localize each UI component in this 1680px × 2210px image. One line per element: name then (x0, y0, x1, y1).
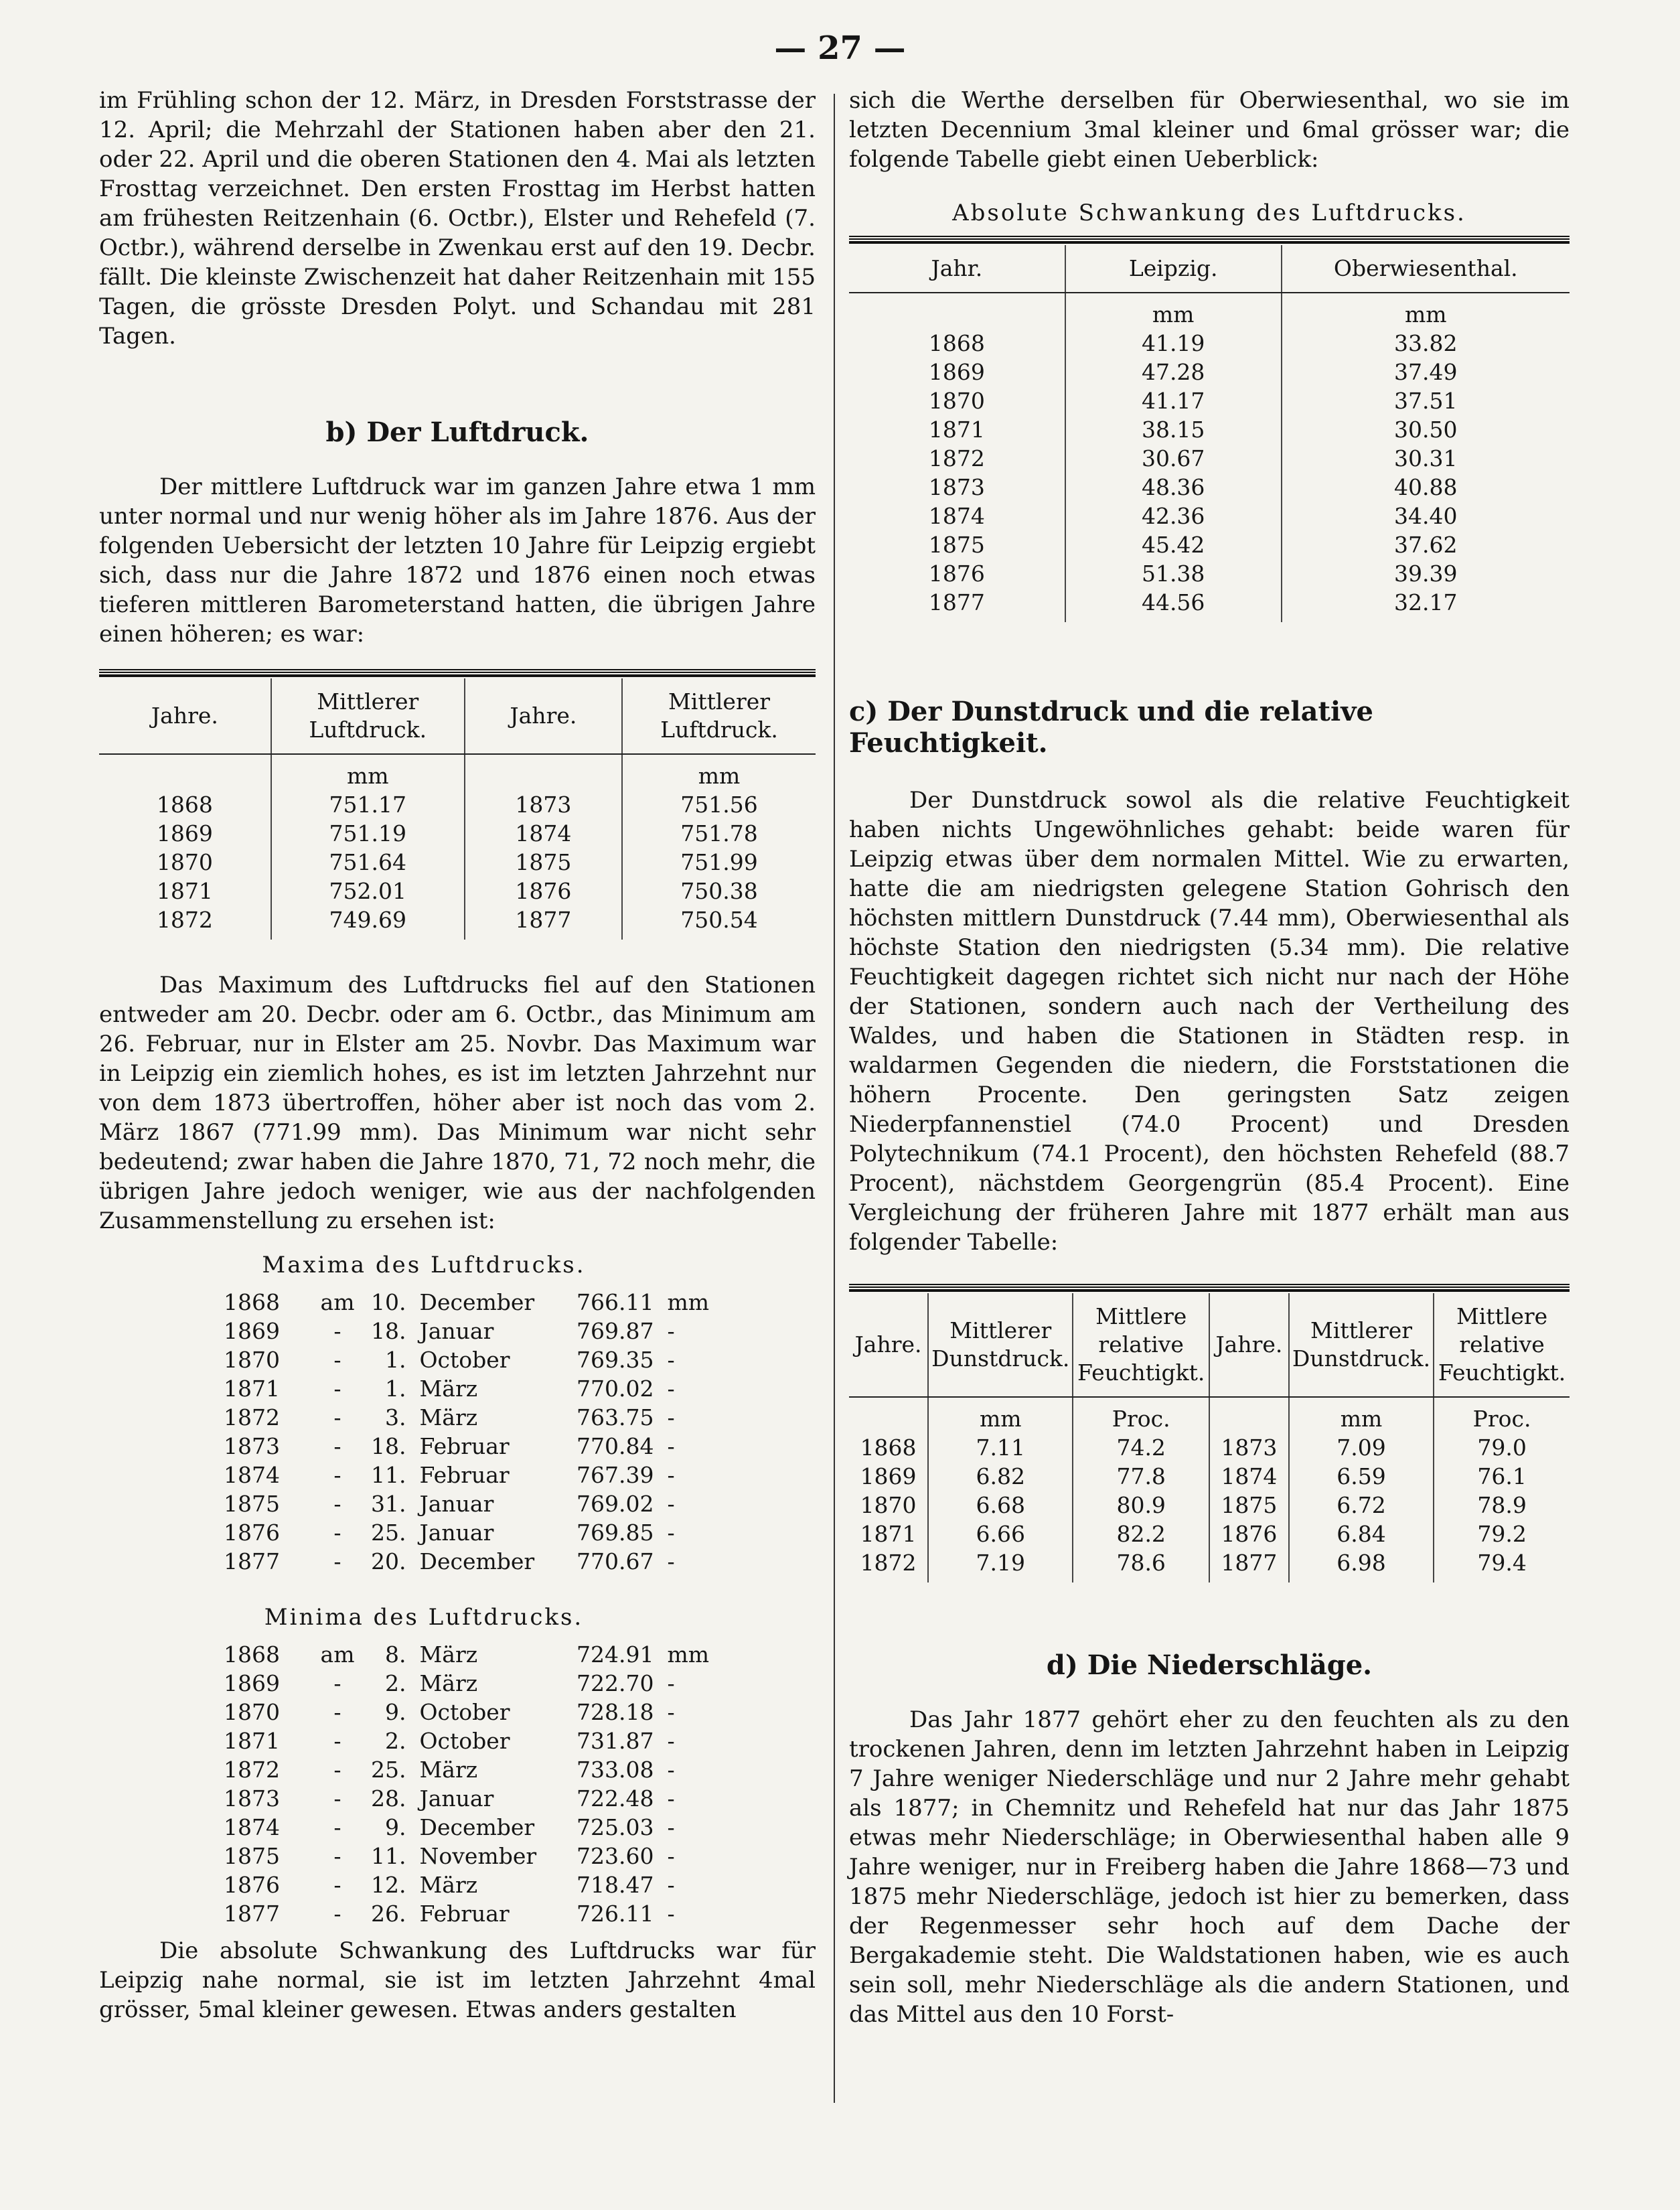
list-cell: - (667, 1872, 675, 1898)
unit-row (849, 293, 1570, 329)
list-cell: 766.11 (577, 1289, 654, 1315)
list-cell: - (333, 1785, 341, 1812)
table-cell: 74.2 (1073, 1433, 1209, 1462)
list-cell: 9. (384, 1699, 406, 1725)
list-cell: 1874 (224, 1814, 280, 1840)
paragraph-luftdruck: Der mittlere Luftdruck war im ganzen Jahre etwa 1 mm unter normal und nur wenig höher als im Jahre 1876. Aus der folgenden Uebersicht der letzten 10 Jahre für Leipzig ergiebt sich, dass nur die Jahre 1872 und 1876 einen noch etwas tieferen mittleren Barometerstand hatten, die übrigen Jahre einen höheren; es war: (99, 473, 816, 648)
table-cell: 1875 (465, 848, 622, 877)
list-cell: - (333, 1548, 341, 1574)
table-row (849, 444, 1570, 473)
list-cell: 1869 (224, 1670, 280, 1696)
list-cell: - (667, 1462, 675, 1488)
list-item (217, 1489, 720, 1518)
table-row (849, 386, 1570, 415)
unit-cell (849, 293, 1065, 329)
table-cell: 30.31 (1282, 444, 1570, 473)
schwankung-caption: Absolute Schwankung des Luftdrucks. (952, 200, 1466, 226)
list-item (217, 1784, 720, 1813)
list-cell: - (333, 1699, 341, 1725)
table-cell: 32.17 (1282, 588, 1570, 622)
list-item (217, 1403, 720, 1432)
table-cell: 34.40 (1282, 502, 1570, 530)
header-jahre: Jahre. (1209, 1293, 1289, 1397)
list-cell: 1870 (224, 1699, 280, 1725)
table-cell: 1871 (860, 1521, 917, 1547)
table-cell: 1870 (156, 849, 213, 875)
list-cell: - (667, 1901, 675, 1927)
list-cell: März (419, 1641, 478, 1668)
left-column (99, 86, 816, 2024)
table-cell: 1872 (860, 1550, 917, 1576)
table-row (849, 588, 1570, 622)
list-cell: am (320, 1641, 355, 1668)
list-cell: 724.91 (577, 1641, 654, 1668)
unit-cell (849, 1397, 928, 1433)
table-cell: 1874 (928, 503, 985, 529)
list-cell: - (333, 1814, 341, 1840)
table-row (849, 1433, 1570, 1462)
paragraph-oberwiesenthal: sich die Werthe derselben für Oberwiesenthal, wo sie im letzten Decennium 3mal kleiner und 6mal grösser war; die folgende Tabelle giebt einen Ueberblick: (849, 87, 1570, 173)
heading-dunstdruck: c) Der Dunstdruck und die relative Feuchtigkeit. (849, 696, 1373, 759)
table-absolute-fluctuation-frame (849, 236, 1570, 622)
list-cell: 28. (371, 1785, 406, 1812)
header-dunstdruck: Mittlerer Dunstdruck. (1289, 1293, 1434, 1397)
list-item (217, 1547, 720, 1576)
list-cell: 1868 (224, 1641, 280, 1668)
list-cell: 769.87 (577, 1318, 654, 1344)
table-cell: 6.68 (928, 1491, 1073, 1520)
list-cell: 11. (371, 1462, 406, 1488)
table-mean-pressure-frame (99, 669, 816, 940)
list-cell: 770.67 (577, 1548, 654, 1574)
table-row (849, 559, 1570, 588)
table-row (849, 415, 1570, 444)
list-cell: - (333, 1670, 341, 1696)
list-cell: Januar (419, 1520, 494, 1546)
table-cell: 1875 (1209, 1491, 1289, 1520)
list-cell: 2. (384, 1728, 406, 1754)
header-oberwiesenthal: Oberwiesenthal. (1282, 245, 1570, 293)
table-row (849, 1520, 1570, 1548)
list-cell: 9. (384, 1814, 406, 1840)
table-cell: 1876 (928, 561, 985, 587)
table-cell: 1877 (465, 905, 622, 940)
table-cell: 1871 (156, 878, 213, 904)
header-dunstdruck: Mittlerer Dunstdruck. (928, 1293, 1073, 1397)
list-cell: October (419, 1347, 510, 1373)
list-cell: Februar (419, 1462, 510, 1488)
paragraph-max-min: Das Maximum des Luftdrucks fiel auf den Stationen entweder am 20. Decbr. oder am 6. Octbr., das Minimum am 26. Februar, nur in Elster am 25. Novbr. Das Maximum war in Leipzig ein ziemlich hohes, es ist im letzten Jahrzehnt nur von dem 1873 übertroffen, höher aber ist noch das vom 2. März 1867 (771.99 mm). Das Minimum war nicht sehr bedeutend; zwar haben die Jahre 1870, 71, 72 noch mehr, die übrigen Jahre jedoch weniger, wie aus der nachfolgenden Zusammenstellung zu ersehen ist: (99, 972, 816, 1234)
table-row (849, 329, 1570, 358)
list-cell: März (419, 1757, 478, 1783)
list-cell: 25. (371, 1520, 406, 1546)
table-mean-pressure (99, 678, 816, 940)
table-cell: 37.62 (1282, 530, 1570, 559)
table-row (849, 1462, 1570, 1491)
list-cell: Januar (419, 1785, 494, 1812)
table-row (849, 530, 1570, 559)
list-cell: 26. (371, 1901, 406, 1927)
table-row (849, 502, 1570, 530)
list-cell: - (333, 1757, 341, 1783)
unit-cell: mm (1289, 1397, 1434, 1433)
table-cell: 6.66 (928, 1520, 1073, 1548)
table-cell: 6.84 (1289, 1520, 1434, 1548)
table-cell: 79.2 (1434, 1520, 1570, 1548)
unit-cell: mm (271, 754, 465, 790)
table-cell: 752.01 (271, 877, 465, 905)
heading-niederschlaege: d) Die Niederschläge. (1046, 1649, 1373, 1681)
list-item (217, 1317, 720, 1345)
table-row (99, 905, 816, 940)
table-cell: 44.56 (1065, 588, 1282, 622)
unit-cell: Proc. (1434, 1397, 1570, 1433)
list-cell: - (667, 1376, 675, 1402)
list-cell: 770.02 (577, 1376, 654, 1402)
table-row (99, 790, 816, 819)
list-cell: 1875 (224, 1843, 280, 1869)
table-cell: 7.11 (928, 1433, 1073, 1462)
list-cell: - (667, 1843, 675, 1869)
table-cell: 751.17 (271, 790, 465, 819)
list-cell: 1877 (224, 1901, 280, 1927)
table-cell: 6.98 (1289, 1548, 1434, 1582)
table-cell: 30.50 (1282, 415, 1570, 444)
paragraph-niederschlaege: Das Jahr 1877 gehört eher zu den feuchten als zu den trockenen Jahren, denn im letzten Jahrzehnt haben in Leipzig 7 Jahre weniger Niederschläge und nur 2 Jahre mehr gehabt als 1877; in Chemnitz und Rehefeld hat nur das Jahr 1875 etwas mehr Niederschläge; in Oberwiesenthal haben alle 9 Jahre weniger, nur in Freiberg haben die Jahre 1868—73 und 1875 mehr Niederschläge, jedoch ist hier zu bemerken, dass der Regenmesser sehr hoch auf dem Dache der Bergakademie steht. Die Waldstationen haben, wie es auch sein soll, mehr Niederschläge als die andern Stationen, und das Mittel aus den 10 Forst- (849, 1706, 1570, 2028)
table-cell: 45.42 (1065, 530, 1282, 559)
list-cell: 1876 (224, 1872, 280, 1898)
paragraph-frost: im Frühling schon der 12. März, in Dresden Forststrasse der 12. April; die Mehrzahl der Stationen haben aber den 21. oder 22. April und die oberen Stationen den 4. Mai als letzten Frosttag verzeichnet. Den ersten Frosttag im Herbst hatten am frühesten Reitzenhain (6. Octbr.), Elster und Rehefeld (7. Octbr.), während derselbe in Zwenkau erst auf den 19. Decbr. fällt. Die kleinste Zwischenzeit hat daher Reitzenhain mit 155 Tagen, die grösste Dresden Polyt. und Schandau mit 281 Tagen. (99, 87, 816, 350)
list-cell: 1868 (224, 1289, 280, 1315)
list-cell: 763.75 (577, 1404, 654, 1430)
table-cell: 77.8 (1073, 1462, 1209, 1491)
list-cell: - (667, 1520, 675, 1546)
list-cell: 3. (384, 1404, 406, 1430)
table-cell: 1875 (928, 532, 985, 558)
list-cell: - (667, 1699, 675, 1725)
header-feuchtigkeit: Mittlere relative Feuchtigkt. (1434, 1293, 1570, 1397)
unit-cell (465, 754, 622, 790)
table-row (99, 877, 816, 905)
list-cell: - (667, 1728, 675, 1754)
list-item (217, 1870, 720, 1899)
list-cell: 1871 (224, 1376, 280, 1402)
table-cell: 1877 (928, 589, 985, 615)
list-cell: - (667, 1318, 675, 1344)
unit-cell: mm (1065, 293, 1282, 329)
table-cell: 1877 (1209, 1548, 1289, 1582)
list-cell: - (667, 1433, 675, 1459)
list-cell: am (320, 1289, 355, 1315)
list-cell: December (419, 1548, 535, 1574)
table-cell: 1869 (156, 820, 213, 846)
list-item (217, 1813, 720, 1842)
maxima-list (217, 1288, 720, 1576)
table-cell: 7.19 (928, 1548, 1073, 1582)
list-cell: 722.70 (577, 1670, 654, 1696)
page-number: — 27 — (774, 29, 906, 67)
list-cell: - (333, 1901, 341, 1927)
unit-row (99, 754, 816, 790)
column-divider (834, 94, 835, 2103)
table-cell: 6.72 (1289, 1491, 1434, 1520)
list-cell: - (333, 1520, 341, 1546)
table-cell: 1870 (928, 388, 985, 414)
list-cell: mm (667, 1641, 710, 1668)
table-cell: 6.59 (1289, 1462, 1434, 1491)
table-cell: 1873 (465, 790, 622, 819)
list-cell: Februar (419, 1433, 510, 1459)
list-cell: 1. (384, 1347, 406, 1373)
unit-cell (99, 754, 271, 790)
unit-cell (1209, 1397, 1289, 1433)
unit-row (849, 1397, 1570, 1433)
list-cell: 767.39 (577, 1462, 654, 1488)
header-mittlerer-luftdruck: Mittlerer Luftdruck. (622, 678, 816, 754)
table-cell: 79.0 (1434, 1433, 1570, 1462)
table-row (99, 848, 816, 877)
list-cell: März (419, 1376, 478, 1402)
table-cell: 38.15 (1065, 415, 1282, 444)
table-cell: 1876 (1209, 1520, 1289, 1548)
list-cell: 1872 (224, 1404, 280, 1430)
list-cell: - (667, 1757, 675, 1783)
table-cell: 750.38 (622, 877, 816, 905)
list-cell: 1873 (224, 1433, 280, 1459)
header-jahr: Jahr. (849, 245, 1065, 293)
table-cell: 48.36 (1065, 473, 1282, 502)
list-cell: - (333, 1462, 341, 1488)
table-cell: 1870 (860, 1492, 917, 1518)
list-cell: 8. (384, 1641, 406, 1668)
list-cell: 769.35 (577, 1347, 654, 1373)
list-cell: Januar (419, 1318, 494, 1344)
minima-list (217, 1640, 720, 1928)
table-cell: 78.9 (1434, 1491, 1570, 1520)
header-jahre: Jahre. (849, 1293, 928, 1397)
list-cell: 1872 (224, 1757, 280, 1783)
table-cell: 37.49 (1282, 358, 1570, 386)
table-cell: 30.67 (1065, 444, 1282, 473)
list-item (217, 1461, 720, 1489)
list-item (217, 1518, 720, 1547)
list-item (217, 1899, 720, 1928)
table-cell: 751.56 (622, 790, 816, 819)
table-row (849, 1548, 1570, 1582)
table-absolute-fluctuation (849, 245, 1570, 622)
table-cell: 751.99 (622, 848, 816, 877)
unit-cell: mm (622, 754, 816, 790)
table-cell: 1868 (156, 792, 213, 818)
table-cell: 1873 (928, 474, 985, 500)
table-row (849, 1491, 1570, 1520)
list-cell: - (333, 1376, 341, 1402)
unit-cell: mm (928, 1397, 1073, 1433)
list-cell: März (419, 1404, 478, 1430)
list-cell: 1. (384, 1376, 406, 1402)
list-cell: 1869 (224, 1318, 280, 1344)
unit-cell: mm (1282, 293, 1570, 329)
table-row (849, 358, 1570, 386)
table-cell: 6.82 (928, 1462, 1073, 1491)
table-cell: 79.4 (1434, 1548, 1570, 1582)
list-cell: December (419, 1289, 535, 1315)
list-cell: 1870 (224, 1347, 280, 1373)
list-cell: - (333, 1728, 341, 1754)
list-cell: - (667, 1404, 675, 1430)
table-cell: 1876 (465, 877, 622, 905)
list-item (217, 1669, 720, 1698)
list-item (217, 1698, 720, 1726)
list-cell: December (419, 1814, 535, 1840)
table-cell: 7.09 (1289, 1433, 1434, 1462)
table-cell: 41.17 (1065, 386, 1282, 415)
list-cell: 725.03 (577, 1814, 654, 1840)
header-jahre: Jahre. (465, 678, 622, 754)
list-cell: - (333, 1347, 341, 1373)
list-cell: 12. (371, 1872, 406, 1898)
header-jahre: Jahre. (99, 678, 271, 754)
table-cell: 1868 (860, 1434, 917, 1461)
list-cell: 769.85 (577, 1520, 654, 1546)
list-cell: mm (667, 1289, 710, 1315)
list-cell: - (333, 1433, 341, 1459)
list-cell: März (419, 1872, 478, 1898)
table-cell: 1871 (928, 417, 985, 443)
unit-cell: Proc. (1073, 1397, 1209, 1433)
list-cell: 11. (371, 1843, 406, 1869)
maxima-title: Maxima des Luftdrucks. (262, 1252, 586, 1278)
list-cell: November (419, 1843, 537, 1869)
header-mittlerer-luftdruck: Mittlerer Luftdruck. (271, 678, 465, 754)
table-cell: 41.19 (1065, 329, 1282, 358)
list-item (217, 1640, 720, 1669)
list-cell: März (419, 1670, 478, 1696)
list-cell: - (667, 1548, 675, 1574)
table-cell: 1868 (928, 330, 985, 356)
list-item (217, 1755, 720, 1784)
list-cell: 1875 (224, 1491, 280, 1517)
table-cell: 47.28 (1065, 358, 1282, 386)
header-feuchtigkeit: Mittlere relative Feuchtigkt. (1073, 1293, 1209, 1397)
table-cell: 1869 (928, 359, 985, 385)
paragraph-schwankung: Die absolute Schwankung des Luftdrucks war für Leipzig nahe normal, sie ist im letzten Jahrzehnt 4mal grösser, 5mal kleiner gewesen. Etwas anders gestalten (99, 1937, 816, 2023)
list-cell: 731.87 (577, 1728, 654, 1754)
list-item (217, 1345, 720, 1374)
table-cell: 750.54 (622, 905, 816, 940)
list-cell: - (667, 1814, 675, 1840)
list-cell: - (667, 1347, 675, 1373)
list-cell: - (667, 1491, 675, 1517)
right-column (849, 86, 1570, 2029)
list-cell: 769.02 (577, 1491, 654, 1517)
heading-luftdruck: b) Der Luftdruck. (325, 417, 589, 448)
table-cell: 78.6 (1073, 1548, 1209, 1582)
table-cell: 1874 (1209, 1462, 1289, 1491)
table-cell: 33.82 (1282, 329, 1570, 358)
table-cell: 37.51 (1282, 386, 1570, 415)
list-cell: 728.18 (577, 1699, 654, 1725)
list-item (217, 1374, 720, 1403)
list-cell: 723.60 (577, 1843, 654, 1869)
list-cell: 18. (371, 1318, 406, 1344)
list-cell: 2. (384, 1670, 406, 1696)
list-cell: 20. (371, 1548, 406, 1574)
list-cell: 722.48 (577, 1785, 654, 1812)
table-cell: 76.1 (1434, 1462, 1570, 1491)
table-cell: 51.38 (1065, 559, 1282, 588)
list-cell: 1876 (224, 1520, 280, 1546)
paragraph-dunstdruck: Der Dunstdruck sowol als die relative Feuchtigkeit haben nichts Ungewöhnliches gehabt: beide waren für Leipzig etwas über dem normalen Mittel. Wie zu erwarten, hatte die am niedrigsten gelegene Station Gohrisch den höchsten mittlern Dunstdruck (7.44 mm), Oberwiesenthal als höchste Station den niedrigsten (5.34 mm). Die relative Feuchtigkeit dagegen richtet sich nicht nur nach der Höhe der Stationen, sondern auch nach der Vertheilung des Waldes, und haben die Stationen in Städten resp. in waldarmen Gegenden die niedern, die Forststationen die höhern Procente. Den geringsten Satz zeigen Niederpfannenstiel (74.0 Procent) und Dresden Polytechnikum (74.1 Procent), den höchsten Rehefeld (88.7 Procent), nächstdem Georgengrün (85.4 Procent). Eine Vergleichung der früheren Jahre mit 1877 erhält man aus folgender Tabelle: (849, 787, 1570, 1256)
header-leipzig: Leipzig. (1065, 245, 1282, 293)
list-cell: 1874 (224, 1462, 280, 1488)
list-cell: Februar (419, 1901, 510, 1927)
list-item (217, 1432, 720, 1461)
table-cell: 751.78 (622, 819, 816, 848)
table-humidity-frame (849, 1284, 1570, 1582)
list-cell: - (667, 1785, 675, 1812)
table-cell: 80.9 (1073, 1491, 1209, 1520)
list-cell: - (333, 1872, 341, 1898)
minima-title: Minima des Luftdrucks. (264, 1604, 584, 1631)
list-item (217, 1288, 720, 1317)
list-cell: October (419, 1699, 510, 1725)
list-cell: 733.08 (577, 1757, 654, 1783)
table-cell: 1869 (860, 1463, 917, 1489)
list-item (217, 1842, 720, 1870)
list-cell: 25. (371, 1757, 406, 1783)
table-cell: 42.36 (1065, 502, 1282, 530)
list-cell: 1873 (224, 1785, 280, 1812)
table-cell: 39.39 (1282, 559, 1570, 588)
list-cell: 718.47 (577, 1872, 654, 1898)
table-row (99, 819, 816, 848)
list-cell: October (419, 1728, 510, 1754)
list-cell: - (667, 1670, 675, 1696)
list-cell: 726.11 (577, 1901, 654, 1927)
list-cell: Januar (419, 1491, 494, 1517)
table-humidity (849, 1293, 1570, 1582)
table-cell: 82.2 (1073, 1520, 1209, 1548)
list-cell: - (333, 1491, 341, 1517)
table-cell: 751.19 (271, 819, 465, 848)
list-cell: 770.84 (577, 1433, 654, 1459)
list-cell: 31. (371, 1491, 406, 1517)
table-cell: 1873 (1209, 1433, 1289, 1462)
table-cell: 1872 (928, 445, 985, 471)
table-row (849, 473, 1570, 502)
list-cell: - (333, 1318, 341, 1344)
table-cell: 1874 (465, 819, 622, 848)
table-cell: 40.88 (1282, 473, 1570, 502)
list-item (217, 1726, 720, 1755)
list-cell: 1877 (224, 1548, 280, 1574)
list-cell: - (333, 1404, 341, 1430)
table-cell: 749.69 (271, 905, 465, 940)
table-cell: 1872 (156, 907, 213, 933)
list-cell: 1871 (224, 1728, 280, 1754)
list-cell: 18. (371, 1433, 406, 1459)
table-cell: 751.64 (271, 848, 465, 877)
list-cell: 10. (371, 1289, 406, 1315)
list-cell: - (333, 1843, 341, 1869)
